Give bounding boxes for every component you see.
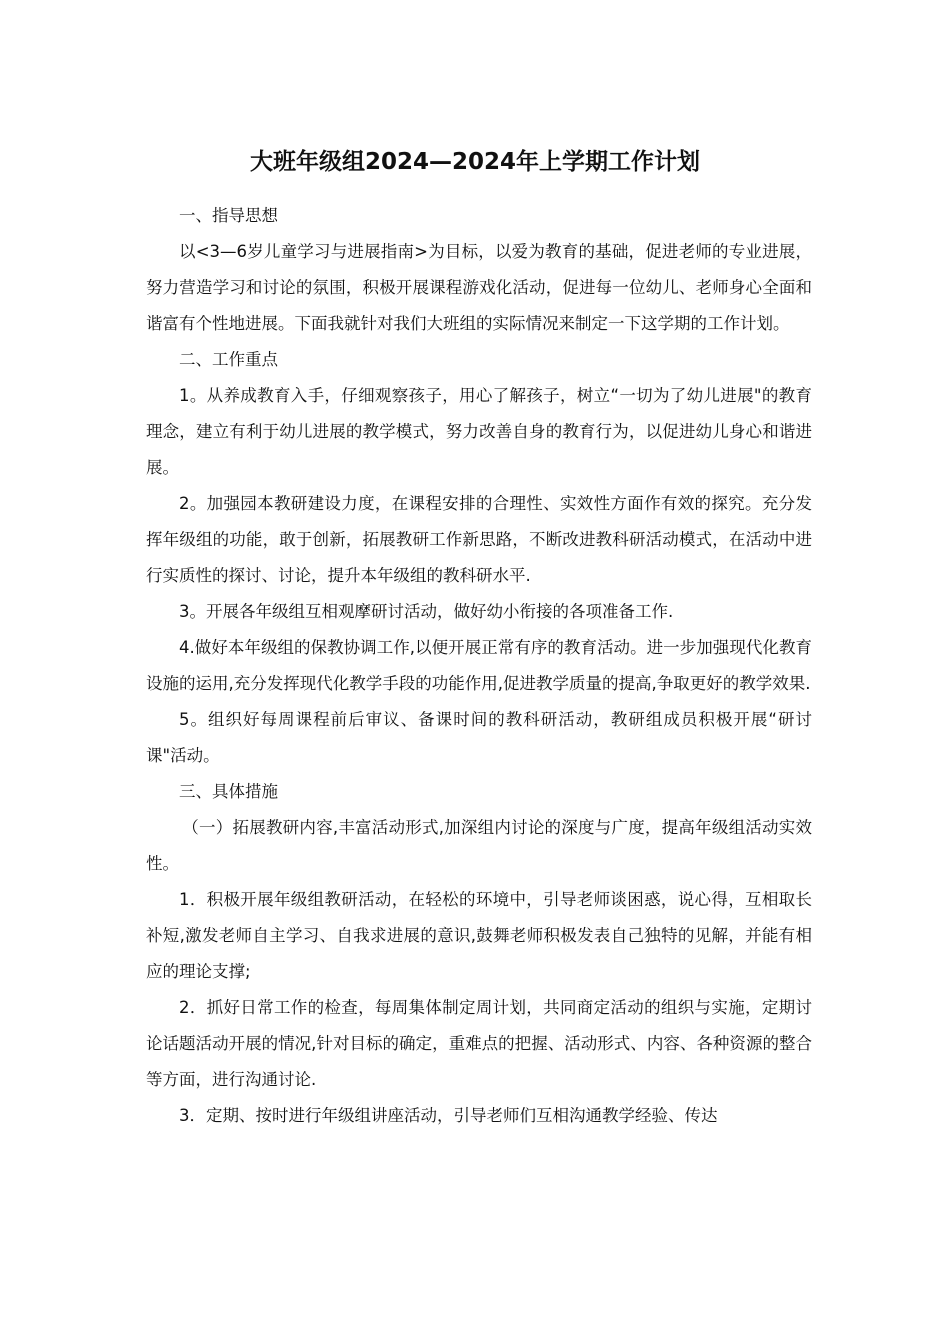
paragraph: 1。从养成教育入手，仔细观察孩子，用心了解孩子，树立“一切为了幼儿进展"的教育理念，建立有利于幼儿进展的教学模式，努力改善自身的教育行为，以促进幼儿身心和谐进展。: [146, 386, 812, 477]
paragraph: 4.做好本年级组的保教协调工作,以便开展正常有序的教育活动。进一步加强现代化教育设施的运用,充分发挥现代化教学手段的功能作用,促进教学质量的提高,争取更好的教学效果.: [146, 638, 812, 693]
document-title: 大班年级组2024—2024年上学期工作计划: [249, 149, 701, 175]
paragraph: 3．定期、按时进行年级组讲座活动，引导老师们互相沟通教学经验、传达: [179, 1106, 718, 1125]
paragraph: 以<3—6岁儿童学习与进展指南>为目标，以爱为教育的基础，促进老师的专业进展，努力营造学习和讨论的氛围，积极开展课程游戏化活动，促进每一位幼儿、老师身心全面和谐富有个性地进展。下面我就针对我们大班组的实际情况来制定一下这学期的工作计划。: [146, 242, 812, 333]
paragraph: 2．抓好日常工作的检查，每周集体制定周计划，共同商定活动的组织与实施，定期讨论话题活动开展的情况,针对目标的确定，重难点的把握、活动形式、内容、各种资源的整合等方面，进行沟通讨论.: [146, 998, 812, 1089]
subsection-heading: （一）拓展教研内容,丰富活动形式,加深组内讨论的深度与广度，提高年级组活动实效性。: [146, 818, 812, 873]
paragraph: 5。组织好每周课程前后审议、备课时间的教科研活动，教研组成员积极开展“研讨课"活动。: [146, 710, 812, 765]
section-heading: 三、具体措施: [179, 782, 278, 801]
paragraph: 1．积极开展年级组教研活动，在轻松的环境中，引导老师谈困惑，说心得，互相取长补短,激发老师自主学习、自我求进展的意识,鼓舞老师积极发表自己独特的见解，并能有相应的理论支撑;: [146, 890, 812, 981]
document-body: [146, 198, 812, 1134]
paragraph: 3。开展各年级组互相观摩研讨活动，做好幼小衔接的各项准备工作.: [179, 602, 674, 621]
paragraph: 2。加强园本教研建设力度，在课程安排的合理性、实效性方面作有效的探究。充分发挥年级组的功能，敢于创新，拓展教研工作新思路，不断改进教科研活动模式，在活动中进行实质性的探讨、讨论，提升本年级组的教科研水平.: [146, 494, 812, 585]
section-heading: 二、工作重点: [179, 350, 278, 369]
section-heading: 一、指导思想: [179, 206, 278, 225]
